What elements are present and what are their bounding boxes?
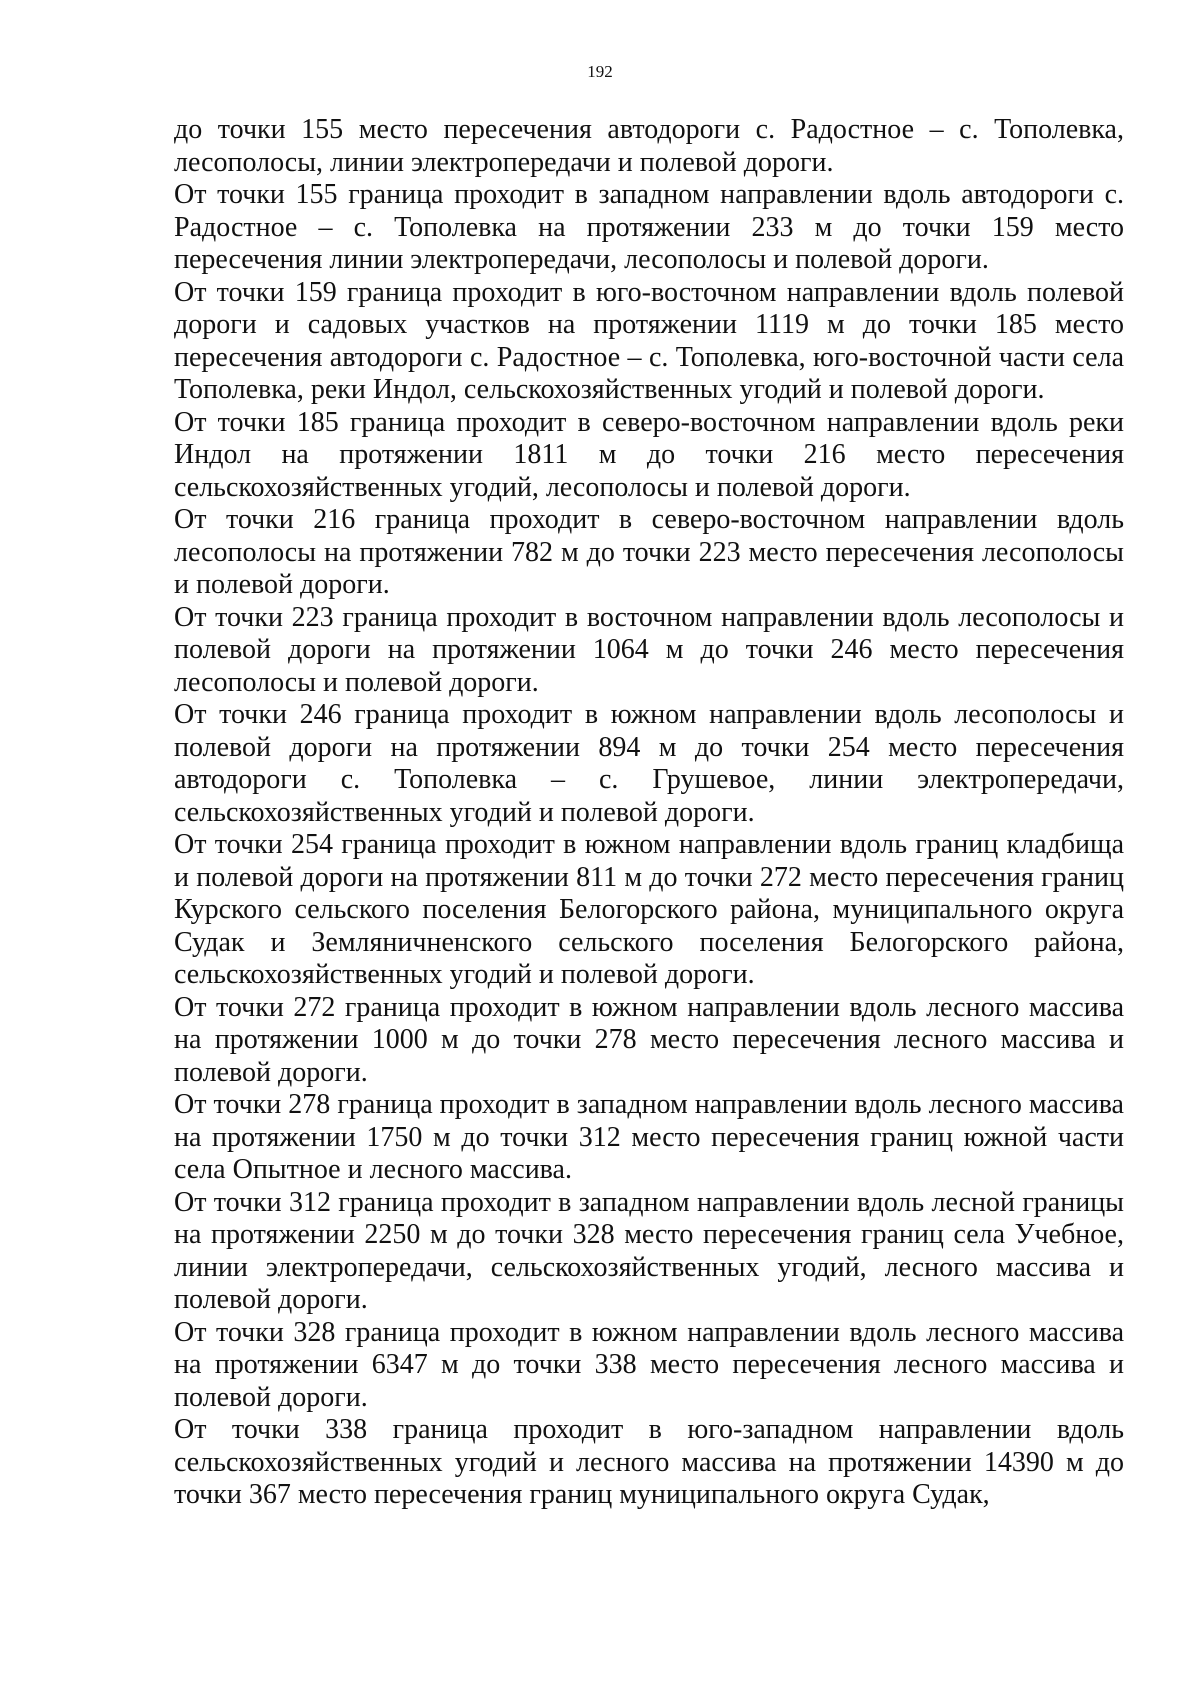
paragraph-7: От точки 246 граница проходит в южном направлении вдоль лесополосы и полевой дороги на протяжении 894 м до точки 254 место пересечения автодороги с. Тополевка – с. Грушевое, линии электропередачи, сельскохозяйственных угодий и полевой дороги. [174, 699, 1124, 828]
paragraph-13: От точки 338 граница проходит в юго-западном направлении вдоль сельскохозяйственных угодий и лесного массива на протяжении 14390 м до точки 367 место пересечения границ муниципального округа Судак, [174, 1414, 1124, 1510]
paragraph-3: От точки 159 граница проходит в юго-восточном направлении вдоль полевой дороги и садовых участков на протяжении 1119 м до точки 185 место пересечения автодороги с. Радостное – с. Тополевка, юго-восточной части села Тополевка, реки Индол, сельскохозяйственных угодий и полевой дороги. [174, 276, 1124, 405]
paragraph-10: От точки 278 граница проходит в западном направлении вдоль лесного массива на протяжении 1750 м до точки 312 место пересечения границ южной части села Опытное и лесного массива. [174, 1089, 1124, 1185]
paragraph-8: От точки 254 граница проходит в южном направлении вдоль границ кладбища и полевой дороги на протяжении 811 м до точки 272 место пересечения границ Курского сельского поселения Белогорского района, муниципального округа Судак и Земляничненского сельского поселения Белогорского района, сельскохозяйственных угодий и полевой дороги. [174, 829, 1124, 990]
paragraph-1: до точки 155 место пересечения автодороги с. Радостное – с. Тополевка, лесополосы, линии электропередачи и полевой дороги. [174, 114, 1124, 178]
document-body [174, 114, 1124, 1512]
paragraph-2: От точки 155 граница проходит в западном направлении вдоль автодороги с. Радостное – с. Тополевка на протяжении 233 м до точки 159 место пересечения линии электропередачи, лесополосы и полевой дороги. [174, 179, 1124, 275]
paragraph-5: От точки 216 граница проходит в северо-восточном направлении вдоль лесополосы на протяжении 782 м до точки 223 место пересечения лесополосы и полевой дороги. [174, 504, 1124, 600]
paragraph-4: От точки 185 граница проходит в северо-восточном направлении вдоль реки Индол на протяжении 1811 м до точки 216 место пересечения сельскохозяйственных угодий, лесополосы и полевой дороги. [174, 406, 1124, 503]
paragraph-12: От точки 328 граница проходит в южном направлении вдоль лесного массива на протяжении 6347 м до точки 338 место пересечения лесного массива и полевой дороги. [174, 1316, 1124, 1413]
paragraph-9: От точки 272 граница проходит в южном направлении вдоль лесного массива на протяжении 1000 м до точки 278 место пересечения лесного массива и полевой дороги. [174, 991, 1124, 1088]
paragraph-11: От точки 312 граница проходит в западном направлении вдоль лесной границы на протяжении 2250 м до точки 328 место пересечения границ села Учебное, линии электропередачи, сельскохозяйственных угодий, лесного массива и полевой дороги. [174, 1186, 1124, 1315]
page-number: 192 [587, 62, 613, 81]
paragraph-6: От точки 223 граница проходит в восточном направлении вдоль лесополосы и полевой дороги на протяжении 1064 м до точки 246 место пересечения лесополосы и полевой дороги. [174, 601, 1124, 698]
